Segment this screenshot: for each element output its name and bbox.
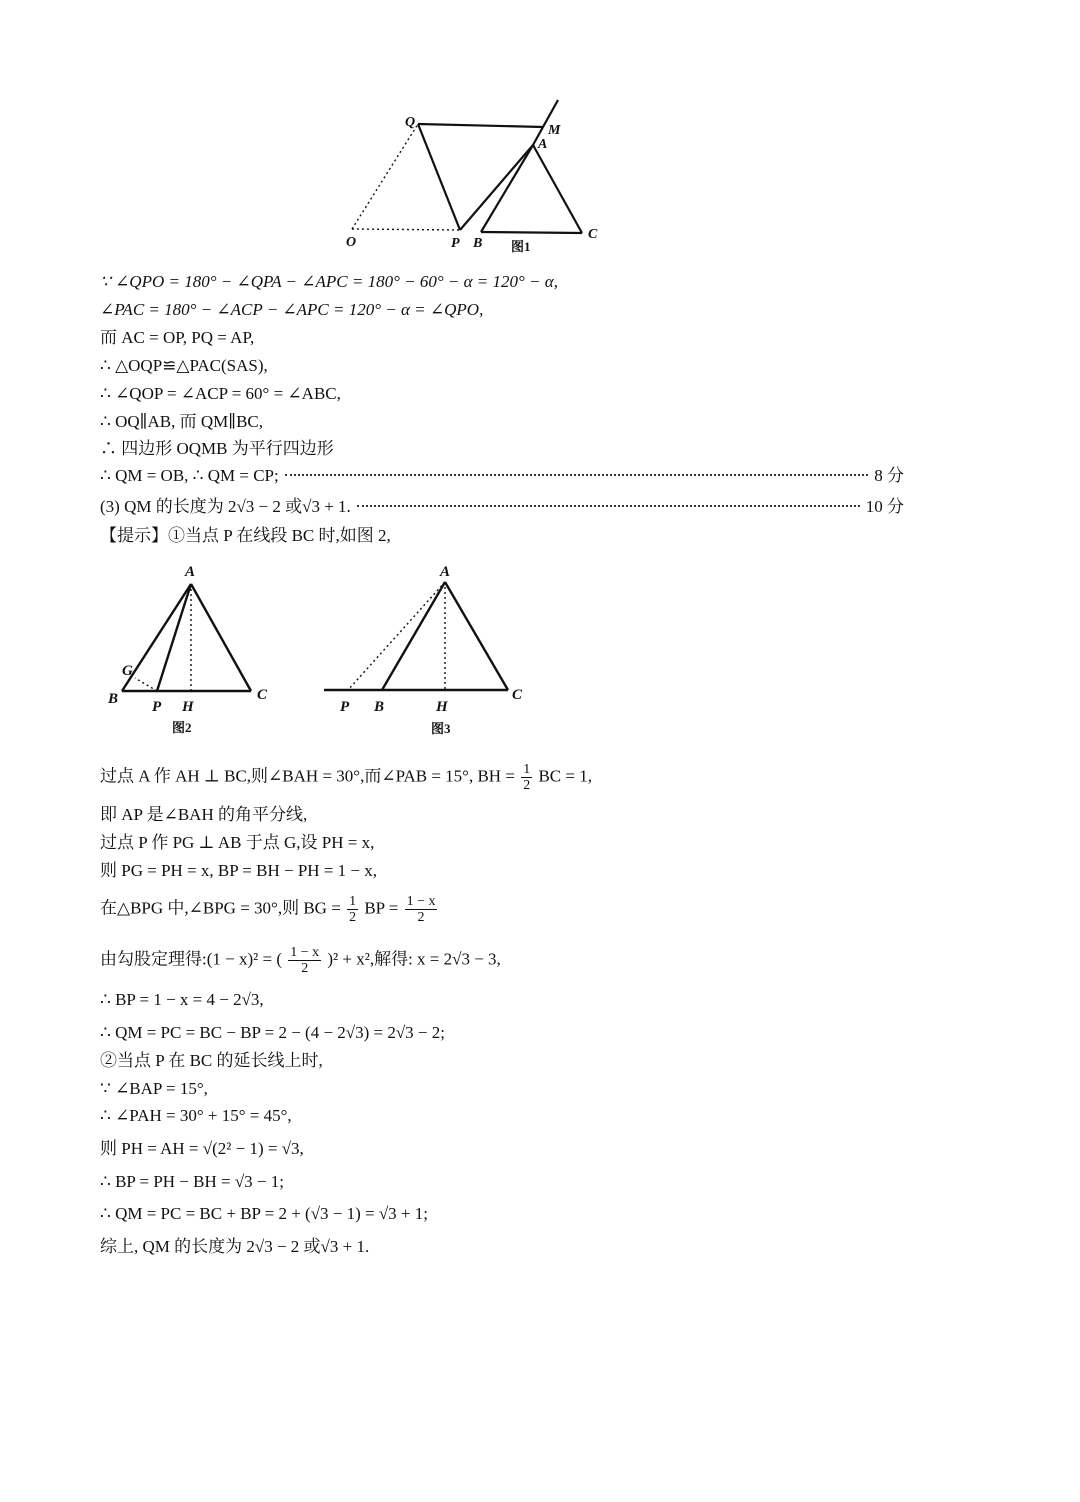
- solution-line-6: [100, 945, 501, 976]
- solution-line-5: [100, 894, 439, 925]
- solution-line-13: ∴ BP = PH − BH = √3 − 1;: [100, 1172, 284, 1191]
- fig1-label-C: C: [588, 227, 598, 242]
- fig3-label-B: B: [374, 699, 385, 715]
- solution-line-4: 则 PG = PH = x, BP = BH − PH = 1 − x,: [100, 861, 377, 880]
- fraction-denominator: 2: [417, 910, 425, 925]
- fig2-segment-AP: [157, 584, 191, 691]
- fig1-dotted-OP: [352, 229, 460, 230]
- fraction-one-half: [347, 894, 358, 925]
- solution-line-3: 过点 P 作 PG ⊥ AB 于点 G,设 PH = x,: [100, 833, 375, 852]
- fig2-label-P: P: [152, 699, 162, 715]
- proof-line-9-text: (3) QM 的长度为 2√3 − 2 或√3 + 1.: [100, 497, 351, 516]
- solution-line-5-a: 在△BPG 中,∠BPG = 30°,则 BG =: [100, 898, 341, 918]
- fraction-denominator: 2: [301, 961, 309, 976]
- fig1-label-A: A: [538, 137, 548, 152]
- fraction-one-half: [521, 762, 532, 793]
- proof-line-1: ∵ ∠QPO = 180° − ∠QPA − ∠APC = 180° − 60° − α = 120° − α,: [100, 272, 558, 291]
- fig1-label-B: B: [473, 236, 483, 251]
- solution-line-14: ∴ QM = PC = BC + BP = 2 + (√3 − 1) = √3 + 1;: [100, 1204, 428, 1223]
- solution-line-7: ∴ BP = 1 − x = 4 − 2√3,: [100, 990, 264, 1009]
- proof-line-4: ∴ △OQP≌△PAC(SAS),: [100, 356, 268, 375]
- dot-leader: [357, 505, 860, 507]
- proof-line-8: [100, 465, 904, 487]
- figure-1: [0, 0, 1080, 260]
- fraction-one-minus-x-over-two: [405, 894, 438, 925]
- solution-line-8: ∴ QM = PC = BC − BP = 2 − (4 − 2√3) = 2√3 − 2;: [100, 1023, 445, 1042]
- fig2-dotted-PG: [135, 678, 157, 691]
- fig1-segment-AC: [533, 145, 582, 233]
- proof-line-8-text: ∴ QM = OB, ∴ QM = CP;: [100, 466, 279, 485]
- fig3-caption: 图3: [431, 721, 451, 736]
- fraction-denominator: 2: [523, 778, 531, 793]
- solution-line-6-a: 由勾股定理得:(1 − x)² = (: [100, 949, 282, 969]
- fig2-label-G: G: [122, 663, 133, 679]
- proof-line-9: [100, 496, 904, 518]
- fig3-label-H: H: [436, 699, 448, 715]
- score-8: 8 分: [874, 466, 904, 485]
- solution-line-12: 则 PH = AH = √(2² − 1) = √3,: [100, 1139, 304, 1158]
- fraction-numerator: 1: [523, 762, 531, 777]
- fig1-segment-BC: [481, 232, 582, 233]
- fig2-label-H: H: [182, 699, 194, 715]
- fig3-segment-AB: [382, 582, 445, 690]
- solution-line-10: ∵ ∠BAP = 15°,: [100, 1079, 208, 1098]
- fig1-label-M: M: [548, 123, 561, 138]
- fraction-numerator: 1 − x: [406, 894, 436, 909]
- solution-line-2: 即 AP 是∠BAH 的角平分线,: [100, 805, 308, 824]
- fraction-one-minus-x-over-two: [288, 945, 321, 976]
- fraction-numerator: 1 − x: [290, 945, 320, 960]
- solution-line-1-b: BC = 1,: [538, 766, 592, 786]
- proof-line-3: 而 AC = OP, PQ = AP,: [100, 328, 255, 347]
- fig2-label-C: C: [257, 687, 268, 703]
- fig1-segment-QM: [418, 124, 543, 127]
- solution-line-1-a: 过点 A 作 AH ⊥ BC,则∠BAH = 30°,而∠PAB = 15°, BH =: [100, 766, 515, 786]
- fig1-label-O: O: [346, 235, 357, 250]
- solution-line-11: ∴ ∠PAH = 30° + 15° = 45°,: [100, 1106, 292, 1125]
- dot-leader: [285, 474, 869, 476]
- fig3-segment-AC: [445, 582, 508, 690]
- fraction-denominator: 2: [349, 910, 357, 925]
- solution-line-9: ②当点 P 在 BC 的延长线上时,: [100, 1051, 323, 1070]
- hint-line: 【提示】①当点 P 在线段 BC 时,如图 2,: [100, 526, 391, 545]
- solution-line-5-b: BP =: [364, 898, 399, 918]
- fig2-caption: 图2: [172, 720, 192, 735]
- figure-3: [310, 560, 570, 750]
- score-10: 10 分: [865, 497, 904, 516]
- fig1-caption: 图1: [511, 239, 531, 254]
- fig2-label-A: A: [185, 564, 196, 580]
- fig1-segment-PA: [460, 145, 533, 230]
- solution-line-1: [100, 762, 592, 793]
- proof-line-2: ∠PAC = 180° − ∠ACP − ∠APC = 120° − α = ∠QPO,: [100, 300, 484, 319]
- fraction-numerator: 1: [349, 894, 357, 909]
- fig2-segment-AC: [191, 584, 251, 691]
- fig3-label-C: C: [512, 687, 523, 703]
- fig1-label-Q: Q: [405, 115, 416, 130]
- solution-line-6-b: )² + x²,解得: x = 2√3 − 3,: [327, 949, 501, 969]
- fig3-label-A: A: [440, 564, 451, 580]
- fig3-dotted-AP: [348, 582, 445, 690]
- proof-line-6: ∴ OQ∥AB, 而 QM∥BC,: [100, 412, 264, 431]
- fig1-dotted-OQ: [352, 124, 418, 229]
- fig1-label-P: P: [451, 236, 460, 251]
- proof-line-7: ∴ 四边形 OQMB 为平行四边形: [100, 439, 334, 458]
- fig1-segment-QP: [418, 124, 460, 230]
- fig3-label-P: P: [340, 699, 350, 715]
- proof-line-5: ∴ ∠QOP = ∠ACP = 60° = ∠ABC,: [100, 384, 341, 403]
- fig1-segment-BA: [481, 145, 533, 232]
- solution-line-15: 综上, QM 的长度为 2√3 − 2 或√3 + 1.: [100, 1237, 370, 1256]
- fig2-label-B: B: [108, 691, 119, 707]
